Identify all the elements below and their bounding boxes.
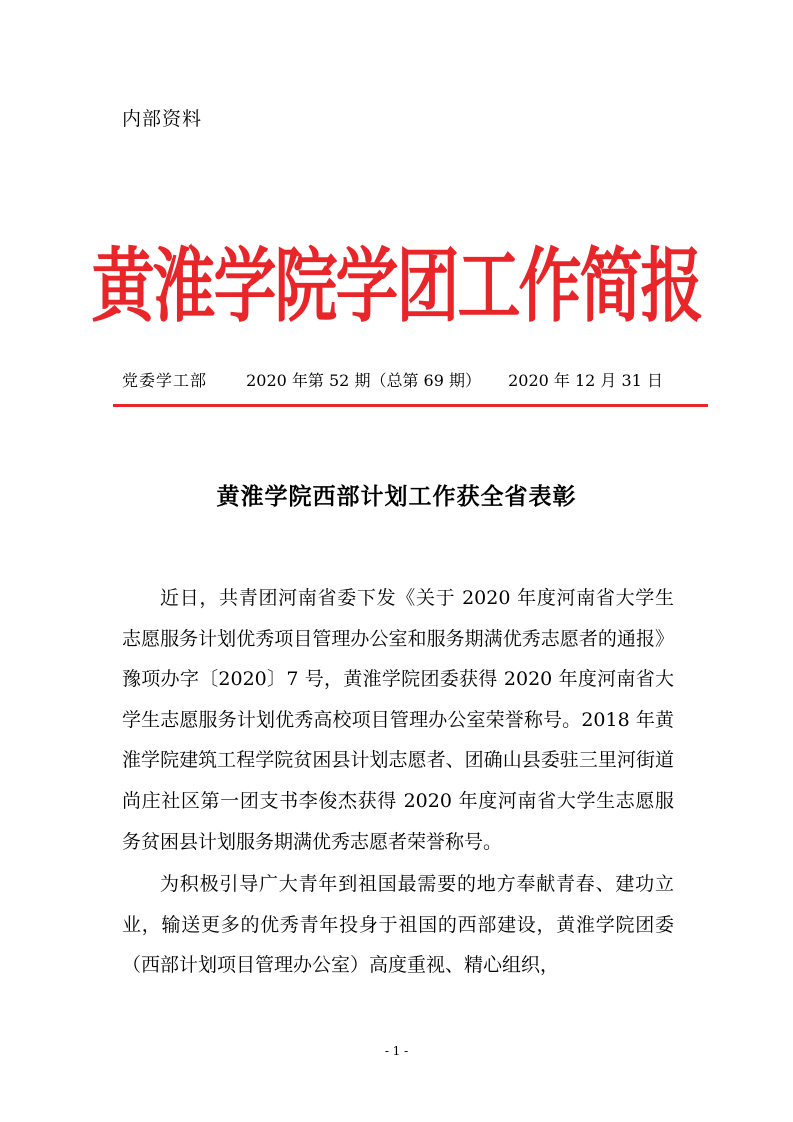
page-number: - 1 - [384,1044,409,1058]
article-title: 黄淮学院西部计划工作获全省表彰 [216,483,577,510]
paragraph: 近日，共青团河南省委下发《关于 2020 年度河南省大学生志愿服务计划优秀项目管理办公室和服务期满优秀志愿者的通报》豫项办字〔2020〕7 号，黄淮学院团委获得 2020 年度河南省大学生志愿服务计划优秀高校项目管理办公室荣誉称号。2018 年黄淮学院建筑工程学院贫困县计划志愿者、团确山县委驻三里河街道尚庄社区第一团支书李俊杰获得 2020 年度河南省大学生志愿服务贫困县计划服务期满优秀志愿者荣誉称号。 [122,587,674,853]
red-divider [113,404,708,407]
article-body [122,578,674,986]
issue-number: 2020 年第 52 期（总第 69 期） [246,371,481,390]
issue-date: 2020 年 12 月 31 日 [508,371,663,390]
internal-material-label: 内部资料 [122,108,203,130]
paragraph: 为积极引导广大青年到祖国最需要的地方奉献青春、建功立业，输送更多的优秀青年投身于祖国的西部建设，黄淮学院团委（西部计划项目管理办公室）高度重视、精心组织， [122,873,674,977]
newsletter-masthead: 黄淮学院学团工作简报 [91,238,702,334]
issue-line [122,368,682,394]
issuing-department: 党委学工部 [122,371,208,390]
